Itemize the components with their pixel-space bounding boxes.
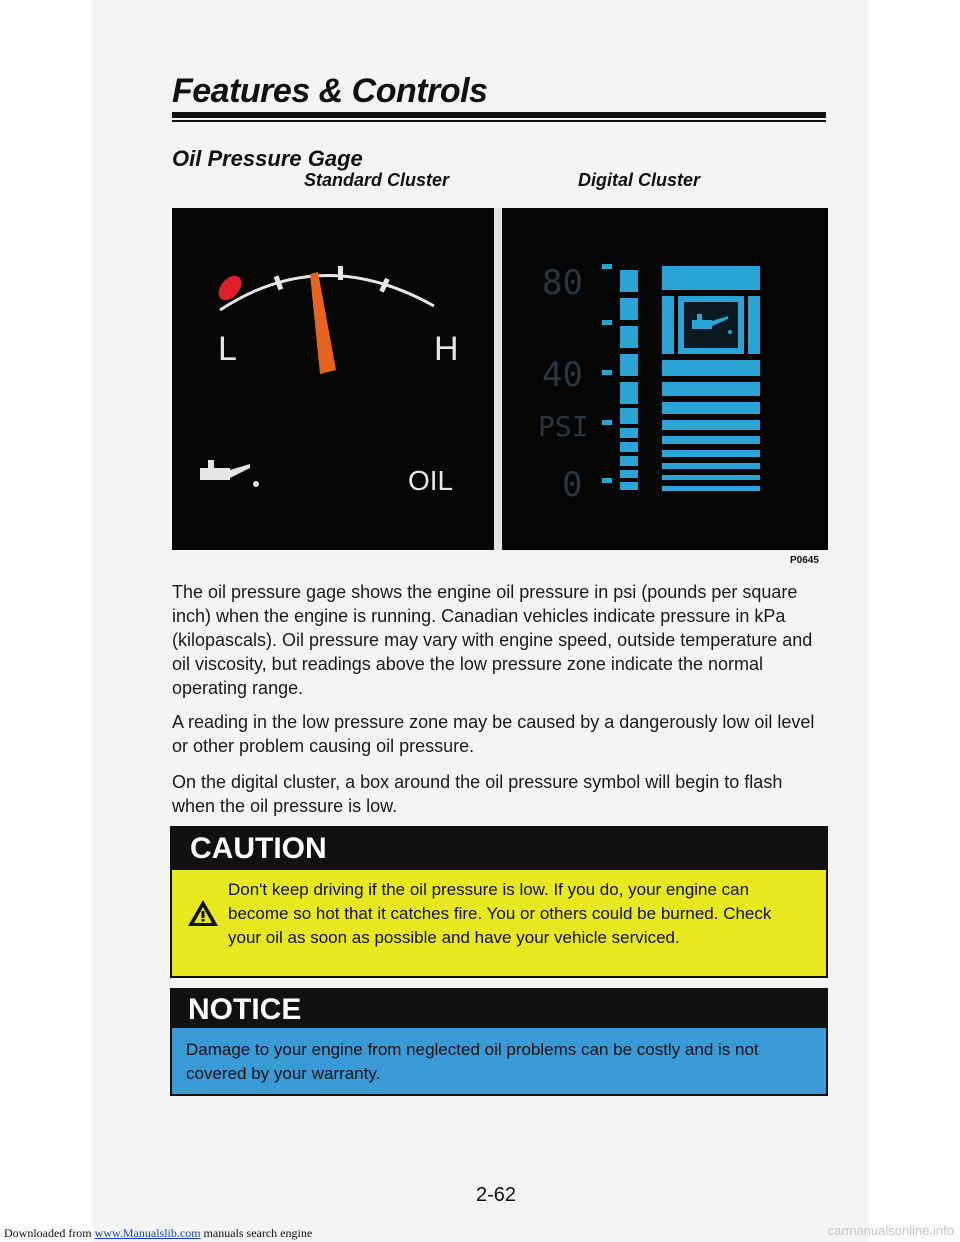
cluster-figure-svg <box>172 208 828 550</box>
subheading: Oil Pressure Gage <box>172 146 363 171</box>
digital-cluster-label: Digital Cluster <box>578 170 701 190</box>
gage-low-label: L <box>218 330 237 368</box>
body-paragraph-3: On the digital cluster, a box around the oil pressure symbol will begin to flash when the oil pressure is low. <box>172 772 783 816</box>
gage-high-label: H <box>434 330 459 368</box>
caution-box <box>170 826 828 978</box>
gage-oil-label: OIL <box>408 465 454 496</box>
body-paragraph-1: The oil pressure gage shows the engine oil pressure in psi (pounds per square inch) when the engine is running. Canadian vehicles indicate pressure in kPa (kilopascals). Oil pressure may vary with engine speed, outside temperature and oil viscosity, but readings above the low pressure zone indicate the normal operating range. <box>172 582 813 698</box>
manualslib-link[interactable]: www.Manualslib.com <box>94 1226 201 1240</box>
notice-title-bar <box>172 990 826 1028</box>
header-rule <box>172 112 826 118</box>
digital-readout-psi: PSI <box>538 410 589 443</box>
caution-title-bar <box>172 828 826 870</box>
watermark: carmanualsonline.info <box>827 1223 954 1238</box>
digital-readout-80: 80 <box>542 263 583 303</box>
gage-tick <box>338 266 343 280</box>
page-number: 2-62 <box>476 1184 517 1206</box>
caution-title: CAUTION <box>190 832 327 865</box>
notice-title: NOTICE <box>188 993 302 1026</box>
header-rule-thin <box>172 120 826 122</box>
standard-cluster-label: Standard Cluster <box>304 170 450 190</box>
notice-text: Damage to your engine from neglected oil problems can be costly and is not covered by your warranty. <box>186 1040 759 1083</box>
caution-text: Don't keep driving if the oil pressure is low. If you do, your engine can become so hot that it catches fire. You or others could be burned. Check your oil as soon as possible and have your vehicle serviced. <box>228 880 772 947</box>
footer-prefix: Downloaded from <box>4 1226 95 1240</box>
figure-divider <box>494 208 502 550</box>
digital-readout-0: 0 <box>562 465 583 505</box>
figure-code: P0645 <box>790 555 819 566</box>
section-title: Features & Controls <box>172 72 488 110</box>
digital-readout-40: 40 <box>542 355 583 395</box>
warning-triangle-icon <box>186 898 220 928</box>
body-paragraph-2: A reading in the low pressure zone may be caused by a dangerously low oil level or other problem causing oil pressure. <box>172 712 815 756</box>
footer-suffix: manuals search engine <box>200 1226 313 1240</box>
download-footer <box>4 1226 312 1241</box>
notice-box <box>170 988 828 1096</box>
cluster-illustration <box>172 208 828 550</box>
